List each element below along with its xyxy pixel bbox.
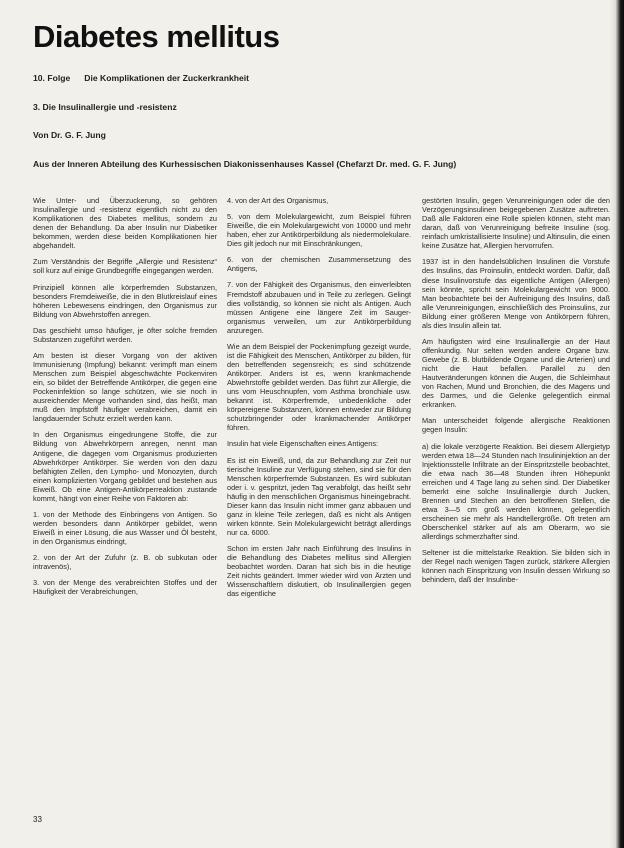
paragraph: Am häufigsten wird eine Insulinallergie an der Haut offenkundig. Nur selten werden andere Organe bzw. Gewebe (z. B. blutbildende Organe und die Arterien) und nicht die Haut befallen. Parallel zu den Hautveränderungen können die Augen, die Schleimhaut von Rachen, Mund und Bronchien, die des Magens und des Darmes, und die Gelenke gelegentlich einmal erkranken. <box>422 336 610 410</box>
paragraph: Wie Unter- und Überzuckerung, so gehören Insulinallergie und -resistenz eigentlich nicht zu den Komplikationen des Diabetes mellitus, sondern zu denen der Behandlung. Da aber Insulin nur Diabetiker bekommen, werden diese beiden Komplikationen hier abgehandelt. <box>33 196 217 251</box>
series-line <box>33 73 249 83</box>
paragraph: Insulin hat viele Eigenschaften eines Antigens: <box>227 439 379 449</box>
text-column-1 <box>33 196 217 603</box>
article-subtitle: 3. Die Insulinallergie und -resistenz <box>33 102 177 112</box>
paragraph: 5. von dem Molekulargewicht, zum Beispiel führen Eiweiße, die ein Molekulargewicht von 10000 und mehr haben, eher zur Antikörperbildung als niedermolekulare. Dies gilt jedoch nur mit Einschränkungen, <box>227 212 411 249</box>
series-label: 10. Folge <box>33 73 71 83</box>
page-number: 33 <box>33 815 42 824</box>
article-title: Diabetes mellitus <box>33 19 280 54</box>
paragraph: 3. von der Menge des verabreichten Stoffes und der Häufigkeit der Verabreichungen, <box>33 578 217 597</box>
text-column-3 <box>422 196 610 591</box>
paragraph: a) die lokale verzögerte Reaktion. Bei diesem Allergietyp werden etwa 18—24 Stunden nach Insulininjektion an der Injektionsstelle Infiltrate an der Einspritzstelle beobachtet, die etwa nach 36—48 Stunden ihren Höhepunkt erreichen und 4 Tage lang zu sehen sind. Der Diabetiker bemerkt eine solche Insulinallergie durch Jucken, Brennen und Stechen an den betroffenen Stellen, die etwa 3—5 cm groß werden können, gelegentlich erscheinen sie mehr als Handtellergröße. Oft treten am Oberschenkel stärker auf als am Oberarm, wo sie allerdings schmerzhafter sind. <box>422 441 610 542</box>
paragraph: Schon im ersten Jahr nach Einführung des Insulins in die Behandlung des Diabetes mellitus sind Allergien beobachtet worden. Daran hat sich bis in die heutige Zeit nichts geändert. Immer wieder wird von Ärzten und Wissenschaftlern diskutiert, ob Insulinallergien gegen das eigentliche <box>227 544 411 599</box>
paragraph: 2. von der Art der Zufuhr (z. B. ob subkutan oder intravenös), <box>33 553 217 572</box>
paragraph: Man unterscheidet folgende allergische Reaktionen gegen Insulin: <box>422 416 610 435</box>
paragraph: 6. von der chemischen Zusammensetzung des Antigens, <box>227 255 411 274</box>
series-topic: Die Komplikationen der Zuckerkrankheit <box>84 73 250 83</box>
paragraph: gestörten Insulin, gegen Verunreinigungen oder die den Verzögerungsinsulinen beigegebenen Zusätze auftreten. Daß alle Faktoren eine Rolle spielen können, steht man daran, daß von Verunreinigung befreite Insuline (sog. reinfach umkristallisierte Insuline) und Altinsulin, die einen keine Zusätze hat, Allergien hervorrufen. <box>422 196 610 251</box>
affiliation-line: Aus der Inneren Abteilung des Kurhessischen Diakonissenhauses Kassel (Chefarzt Dr. med. G. F. Jung) <box>33 159 457 169</box>
paragraph: Prinzipiell können alle körperfremden Substanzen, besonders Fremdeiweiße, die in den Blutkreislauf eines höheren Lebewesens eindringen, den Organismus zur Bildung von Abwehrstoffen anregen. <box>33 282 217 319</box>
paragraph: Am besten ist dieser Vorgang von der aktiven Immunisierung (Impfung) bekannt: verimpft man einem Menschen zum Beispiel abgeschwächte Pockenviren ein, so bildet der Betreffende Antikörper, die gegen eine Pockeninfektion so lange schützen, wie sie noch in ausreichender Menge vorhanden sind, das heißt, man muß den Impfstoff häufiger verabreichen, damit ein langdauernder Schutz erzielt werden kann. <box>33 350 217 424</box>
paragraph: In den Organismus eingedrungene Stoffe, die zur Bildung von Abwehrkörpern anregen, nennt man Antigene, die dagegen vom Organismus produzierten Abwehrkörper Antikörper. Sie werden von den dazu befähigten Zellen, den Lympho- und Monozyten, durch einen komplizierten Vorgang gebildet und bestehen aus Eiweiß. Ob eine Antigen-Antikörperreaktion zustande kommt, hängt von einer Reihe von Faktoren ab: <box>33 430 217 503</box>
paragraph: Das geschieht umso häufiger, je öfter solche fremden Substanzen zugeführt werden. <box>33 325 217 344</box>
paragraph: Seltener ist die mittelstarke Reaktion. Sie bilden sich in der Regel nach wenigen Tagen zurück, stärkere Allergien können nach Einspritzung von Insulin dessen Wirkung so behindern, daß der Insulinbe- <box>422 548 610 585</box>
paragraph: 1937 ist in den handelsüblichen Insulinen die Vorstufe des Insulins, das Proinsulin, entdeckt worden. Dafür, daß diese Insulinvorstufe das eigentliche Antigen (Allergen) sein könnte, spricht sein Molekulargewicht von 9000. Man beobachtete bei der Aufreinigung des Insulins, daß alle Verunreinigungen, einschließlich des Proinsulins, zur Bildung einer größeren Menge von Antikörpern führen, als dies Insulin allein tat. <box>422 257 610 330</box>
paragraph: 1. von der Methode des Einbringens von Antigen. So werden besonders dann Antikörper gebildet, wenn Eiweiß in einer Lösung, die aus Wasser und Öl besteht, in den Organismus eindringt, <box>33 509 217 547</box>
text-column-2 <box>227 196 411 605</box>
author-line: Von Dr. G. F. Jung <box>33 130 106 140</box>
paragraph: Zum Verständnis der Begriffe „Allergie und Resistenz“ soll kurz auf einige Grundbegriffe eingegangen werden. <box>33 257 217 276</box>
paragraph: Wie an dem Beispiel der Pockenimpfung gezeigt wurde, ist die Fähigkeit des Menschen, Antikörper zu bilden, für den betreffenden segensreich; es sind schützende Antikörper. Anders ist es, wenn krankmachende Abwehrstoffe gebildet werden. Das führt zur Allergie, die uns vom Heuschnupfen, vom Asthma bronchiale usw. bekannt ist. Körperfremde, unbedenkliche oder körpereigene Substanzen, können entweder zur Bildung schutzbringender oder krankmachender Antikörper führen. <box>227 341 411 433</box>
paragraph: 4. von der Art des Organismus, <box>227 196 329 205</box>
paragraph: Es ist ein Eiweiß, und, da zur Behandlung zur Zeit nur tierische Insuline zur Verfügung stehen, sind sie für den Menschen körperfremde Substanzen. Es wird subkutan oder i. v. gespritzt, jeden Tag verabfolgt, das heißt sehr häufig in den menschlichen Organismus hineingebracht. Dieser kann das Insulin nicht immer ganz abbauen und ganz in kleine Teile zerlegen, daß es nicht als Antigen wirken könnte. Sein Molekulargewicht beträgt allerdings nur ca. 6000. <box>227 455 411 537</box>
paragraph: 7. von der Fähigkeit des Organismus, den einverleibten Fremdstoff abzubauen und in Teile zu zerlegen. Gelingt dies vollständig, so können sie nicht als Antigen. Auch müssen Antigene eine längere Zeit im Sauger-organismus verweilen, um zur Antikörperbildung anzuregen. <box>227 280 411 335</box>
page-edge-shadow <box>610 0 624 848</box>
